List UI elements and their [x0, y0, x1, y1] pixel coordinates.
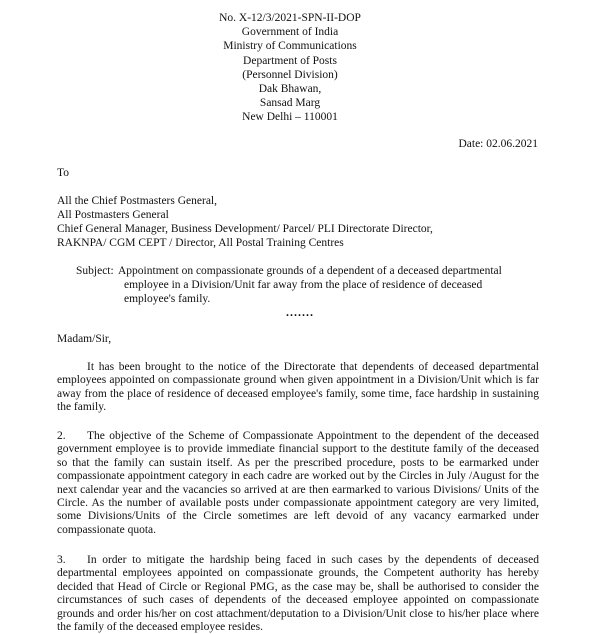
street-line: Sansad Marg [259, 97, 321, 110]
subject-block [76, 264, 531, 306]
ministry-line: Ministry of Communications [223, 40, 357, 53]
division-line: (Personnel Division) [242, 68, 338, 81]
separator: ....... [286, 305, 314, 319]
government-line: Government of India [241, 26, 339, 39]
paragraph-number: 3. [57, 554, 66, 566]
subject-label: Subject: [76, 265, 114, 277]
building-line: Dak Bhawan, [258, 83, 322, 96]
paragraph-2 [57, 430, 539, 537]
salutation: Madam/Sir, [57, 333, 112, 345]
paragraph-3 [57, 554, 539, 634]
paragraph-text: It has been brought to the notice of the Directorate that dependents of deceased departmental employees appointed on compassionate ground when given appointment in a Division/Unit which is far away from the place of residence of deceased employee's family, some time, face hardship in sustaining the family. [57, 361, 539, 414]
paragraph-text: In order to mitigate the hardship being faced in such cases by the dependents of deceased departmental employees appointed on compassionate grounds, the Competent authority has hereby decided that Head of Circle or Regional PMG, as the case may be, shall be authorised to consider the circumstances of such cases of dependents of the deceased employee appointed on compassionate grounds and order his/her on cost attachment/deputation to a Division/Unit close to his/her place where the family of the deceased employee resides. [57, 554, 539, 634]
file-number: No. X-12/3/2021-SPN-II-DOP [219, 12, 361, 24]
letter-date: Date: 02.06.2021 [458, 138, 538, 150]
addressee-line: All Postmasters General [57, 209, 169, 221]
paragraph-number: 2. [57, 430, 66, 442]
city-line: New Delhi – 110001 [242, 111, 338, 124]
department-line: Department of Posts [243, 54, 337, 67]
to-label: To [57, 167, 69, 179]
paragraph-text: The objective of the Scheme of Compassionate Appointment to the dependent of the deceased government employee is to provide immediate financial support to the destitute family of the deceased so that the family can sustain itself. As per the prescribed procedure, posts to be earmarked under compassionate appointment category in each cadre are worked out by the Circles in July /August for the next calendar year and the vacancies so arrived at are then earmarked to various Divisions/ Units of the Circle. As the number of available posts under compassionate appointment category are very limited, some Divisions/Units of the Circle sometimes are left devoid of any vacancy earmarked under compassionate quota. [57, 430, 539, 536]
addressee-line: All the Chief Postmasters General, [57, 195, 218, 207]
paragraph-1 [57, 361, 539, 415]
subject-text: Appointment on compassionate grounds of a dependent of a deceased departmental employee in a Division/Unit far away from the place of residence of deceased employee's family. [118, 265, 502, 305]
addressee-line: Chief General Manager, Business Development/ Parcel/ PLI Directorate Director, [57, 223, 433, 235]
addressee-block [57, 194, 433, 250]
letterhead [150, 11, 430, 125]
addressee-line: RAKNPA/ CGM CEPT / Director, All Postal Training Centres [57, 237, 344, 249]
